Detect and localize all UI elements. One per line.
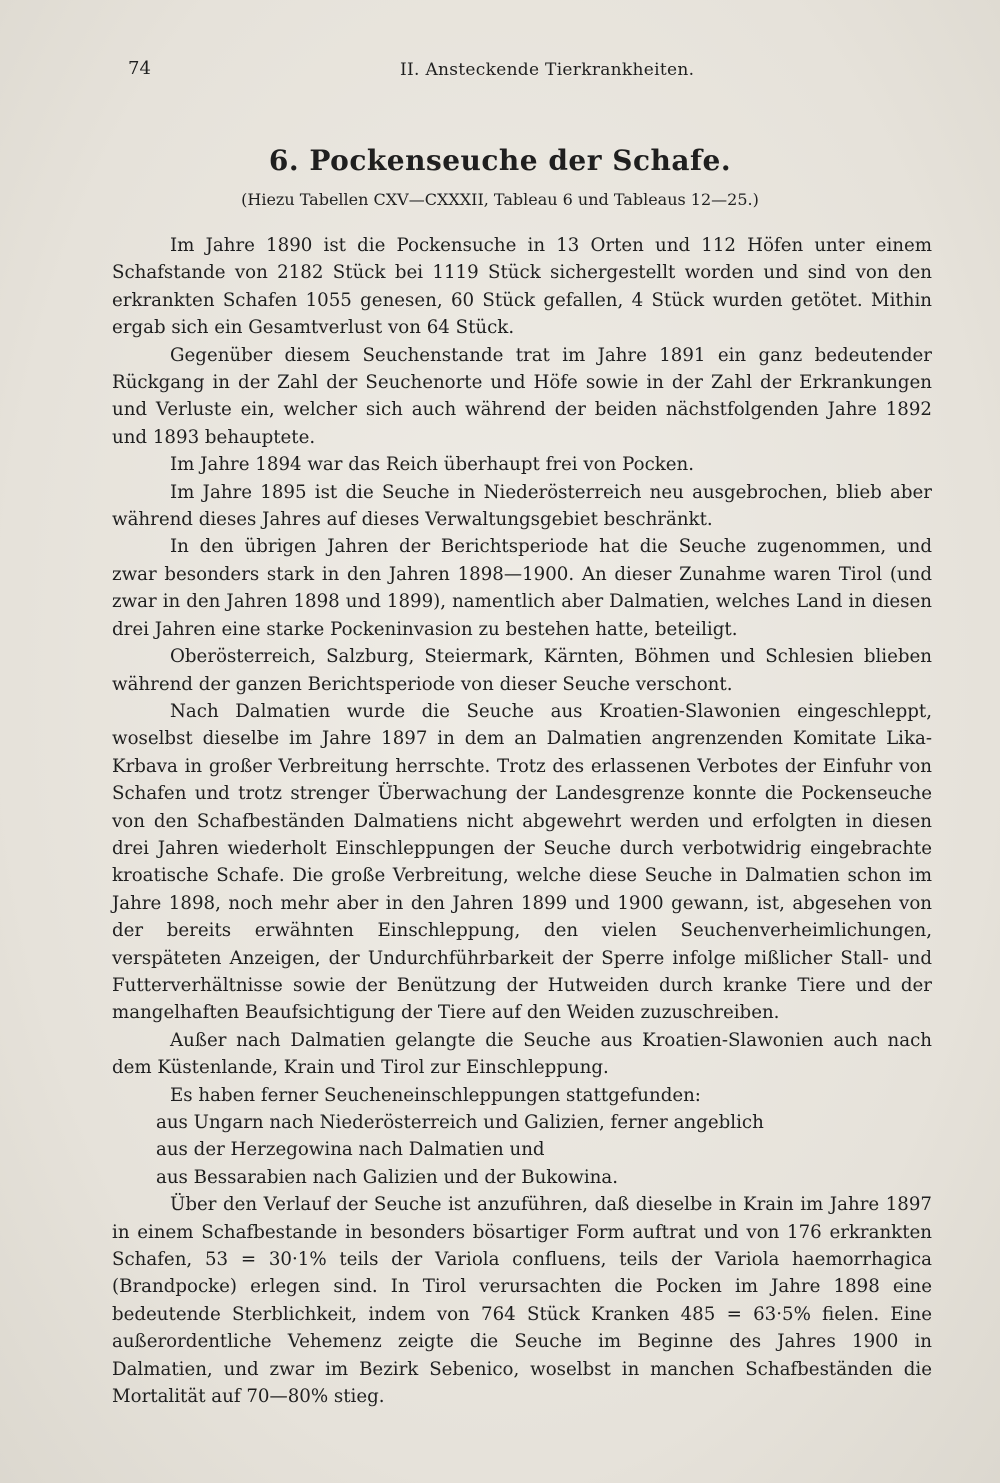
page-header [128,58,928,88]
paragraph: Außer nach Dalmatien gelangte die Seuche aus Kroatien-Slawonien auch nach dem Küstenlande, Krain und Tirol zur Einschleppung. [112,1029,932,1079]
list-item: aus Bessarabien nach Galizien und der Bukowina. [156,1166,618,1188]
paragraph: Über den Verlauf der Seuche ist anzuführen, daß dieselbe in Krain im Jahre 1897 in einem Schafbestande in besonders bösartiger Form auftrat und von 176 erkrankten Schafen, 53 = 30·1% teils der Variola confluens, teils der Variola haemorrhagica (Brandpocke) erlegen sind. In Tirol verursachten die Pocken im Jahre 1898 eine bedeutende Sterblichkeit, indem von 764 Stück Kranken 485 = 63·5% fielen. Eine außerordentliche Vehemenz zeigte die Seuche im Beginne des Jahres 1900 in Dalmatien, und zwar im Bezirk Sebenico, woselbst in manchen Schafbeständen die Mortalität auf 70—80% stieg. [112,1194,932,1408]
paragraph: Es haben ferner Seucheneinschleppungen stattgefunden: [170,1084,701,1106]
running-title: II. Ansteckende Tierkrankheiten. [400,60,695,80]
list-item: aus der Herzegowina nach Dalmatien und [156,1139,545,1161]
list-item: aus Ungarn nach Niederösterreich und Galizien, ferner angeblich [156,1112,764,1133]
section-title: 6. Pockenseuche der Schafe. [268,144,732,177]
paragraph: Oberösterreich, Salzburg, Steiermark, Kärnten, Böhmen und Schlesien blieben während der ganzen Berichtsperiode von dieser Seuche verschont. [112,646,932,695]
page-number: 74 [128,58,151,79]
paragraph: Im Jahre 1894 war das Reich überhaupt frei von Pocken. [170,454,695,476]
paragraph: Nach Dalmatien wurde die Seuche aus Kroatien-Slawonien eingeschleppt, woselbst dieselbe im Jahre 1897 in dem an Dalmatien angrenzenden Komitate Lika-Krbava in großer Verbreitung herrschte. Trotz des erlassenen Verbotes der Einfuhr von Schafen und trotz strenger Überwachung der Landesgrenze konnte die Pockenseuche von den Schafbeständen Dalmatiens nicht abgewehrt werden und erfolgten in diesen drei Jahren wiederholt Einschleppungen der Seuche durch verbotwidrig eingebrachte kroatische Schafe. Die große Verbreitung, welche diese Seuche in Dalmatien schon im Jahre 1898, noch mehr aber in den Jahren 1899 und 1900 gewann, ist, abgesehen von der bereits erwähnten Einschleppung, den vielen Seuchenverheimlichungen, verspäteten Anzeigen, der Undurchführbarkeit der Sperre infolge mißlicher Stall- und Futterverhältnisse sowie der Benützung der Hutweiden durch kranke Tiere und der mangelhaften Beaufsichtigung der Tiere auf den Weiden zuzuschreiben. [112,700,932,1024]
table-reference: (Hiezu Tabellen CXV—CXXXII, Tableau 6 und Tableaus 12—25.) [241,190,759,209]
paragraph: In den übrigen Jahren der Berichtsperiode hat die Seuche zugenommen, und zwar besonders stark in den Jahren 1898—1900. An dieser Zunahme waren Tirol (und zwar in den Jahren 1898 und 1899), namentlich aber Dalmatien, welches Land in diesen drei Jahren eine starke Pockeninvasion zu bestehen hatte, beteiligt. [112,536,932,640]
body-text [112,232,932,1410]
paragraph: Im Jahre 1895 ist die Seuche in Niederösterreich neu ausgebrochen, blieb aber während dieses Jahres auf dieses Verwaltungsgebiet beschränkt. [112,481,932,531]
paragraph: Im Jahre 1890 ist die Pockensuche in 13 Orten und 112 Höfen unter einem Schafstande von 2182 Stück bei 1119 Stück sichergestellt worden und sind von den erkrankten Schafen 1055 genesen, 60 Stück gefallen, 4 Stück wurden getötet. Mithin ergab sich ein Gesamtverlust von 64 Stück. [112,235,932,339]
paragraph: Gegenüber diesem Seuchenstande trat im Jahre 1891 ein ganz bedeutender Rückgang in der Zahl der Seuchenorte und Höfe sowie in der Zahl der Erkrankungen und Verluste ein, welcher sich auch während der beiden nächstfolgenden Jahre 1892 und 1893 behauptete. [112,344,932,448]
